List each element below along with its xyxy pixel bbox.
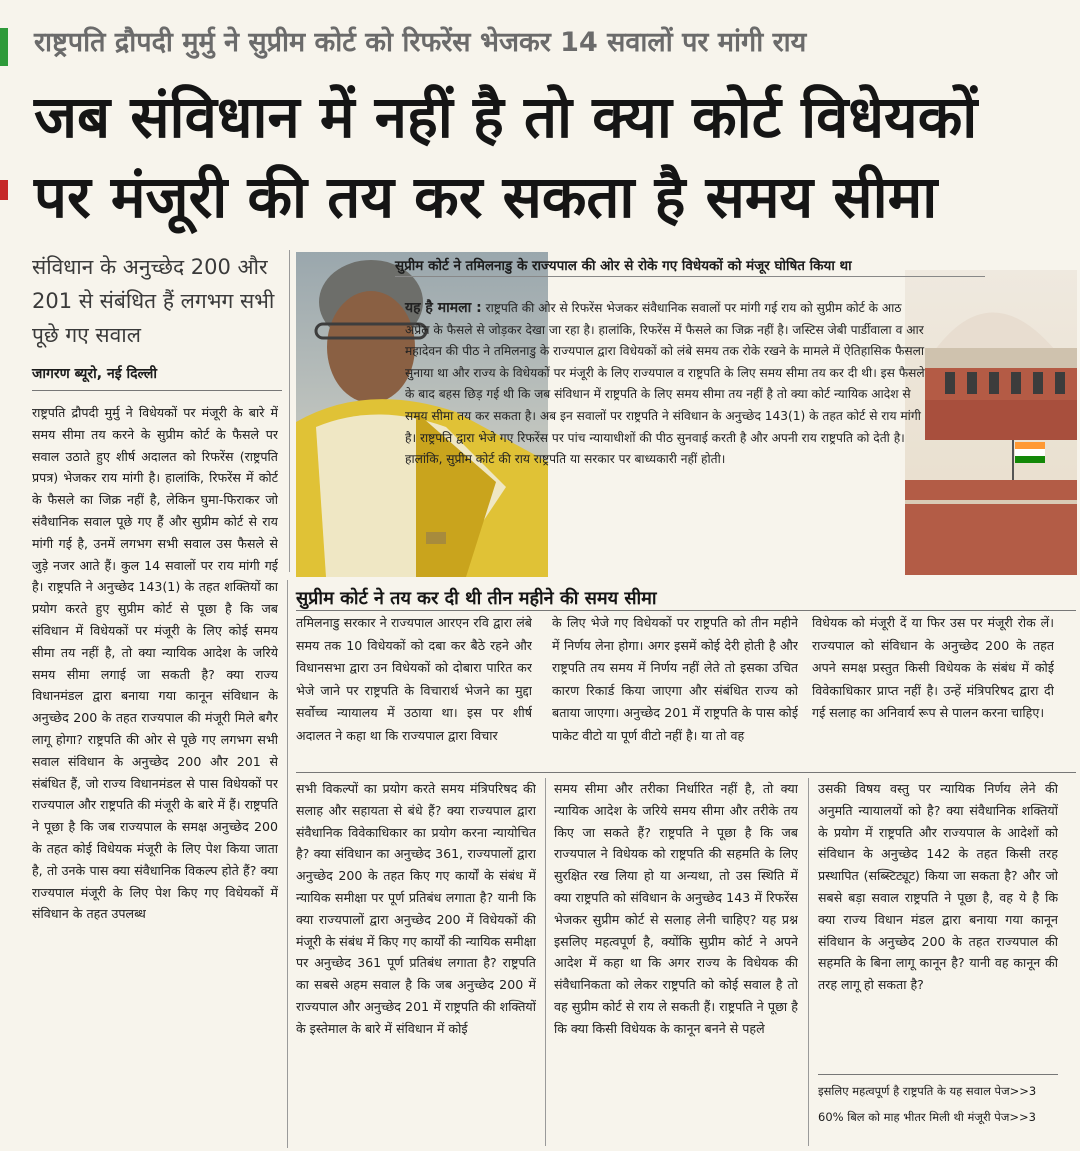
bottom-divider-1 [545, 778, 546, 1146]
left-edge-red-tab [0, 180, 8, 200]
case-background-lead: यह है मामला : [405, 300, 482, 316]
byline: जागरण ब्यूरो, नई दिल्ली [32, 366, 157, 382]
footer-line-2: 60% बिल को माह भीतर मिली थी मंजूरी पेज>>3 [818, 1110, 1036, 1124]
case-background-text: राष्ट्रपति की ओर से रिफरेंस भेजकर संवैधानिक सवालों पर मांगी गई राय को सुप्रीम कोर्ट के आठ अप्रैल के फैसले से जोड़कर देखा जा रहा है। हालांकि, रिफरेंस में फैसले का जिक्र नहीं है। जस्टिस जेबी पार्डीवाला व आर महादेवन की पीठ ने तमिलनाडु के राज्यपाल द्वारा विधेयकों को लंबे समय तक रोके रखने के मामले में ऐतिहासिक फैसला सुनाया था और राज्य के विधेयकों पर मंजूरी के लिए राज्यपाल व राष्ट्रपति के लिए समय सीमा तय कर दी थी। इस फैसले के बाद बहस छिड़ गई थी कि जब संविधान में राष्ट्रपति के लिए समय सीमा तय नहीं है तो क्या कोर्ट न्यायिक आदेश से समय सीमा तय कर सकता है। अब इन सवालों पर राष्ट्रपति ने संविधान के अनुच्छेद 143(1) के तहत कोर्ट से राय मांगी है। राष्ट्रपति द्वारा भेजे गए रिफरेंस पर पांच न्यायाधीशों की पीठ सुनवाई करती है और अपनी राय राष्ट्रपति को देती है। हालांकि, सुप्रीम कोर्ट की राय राष्ट्रपति या सरकार पर बाध्यकारी नहीं होती। [405, 301, 925, 467]
sub-column-3: विधेयक को मंजूरी दें या फिर उस पर मंजूरी रोक लें। राज्यपाल को संविधान के अनुच्छेद 200 के तहत अपने समक्ष प्रस्तुत किसी विधेयक के संबंध में कोई विवेकाधिकार प्राप्त नहीं है। उन्हें मंत्रिपरिषद द्वारा दी गई सलाह का अनिवार्य रूप से पालन करना चाहिए। [812, 615, 1054, 721]
bottom-divider-2 [808, 778, 809, 1146]
bottom-column-1: सभी विकल्पों का प्रयोग करते समय मंत्रिपरिषद की सलाह और सहायता से बंधे हैं? क्या राज्यपाल द्वारा संवैधानिक विवेकाधिकार का प्रयोग करना न्यायोचित है? क्या संविधान का अनुच्छेद 361, राज्यपालों द्वारा अनुच्छेद 200 के तहत किए गए कार्यों के संबंध में न्यायिक समीक्षा पर पूर्ण प्रतिबंध लगाता है? यानी कि क्या राज्यपालों द्वारा अनुच्छेद 200 में विधेयकों की मंजूरी के संबंध में किए गए कार्यों की न्यायिक समीक्षा पर अनुच्छेद 361 पूर्ण प्रतिबंध लगाता है? राष्ट्रपति का सबसे अहम सवाल है कि जब अनुच्छेद 200 में राज्यपाल और अनुच्छेद 201 में राष्ट्रपति की शक्तियों के इस्तेमाल के बारे में संविधान में कोई [296, 781, 536, 1036]
sub-column-2: के लिए भेजे गए विधेयकों पर राष्ट्रपति को तीन महीने में निर्णय लेना होगा। अगर इसमें कोई देरी होती है और राष्ट्रपति तय समय में निर्णय नहीं लेते तो इसका उचित कारण रिकार्ड किया जाएगा और संबंधित राज्य को बताया जाएगा। अनुच्छेद 201 में राष्ट्रपति के पास कोई पाकेट वीटो या पूर्ण वीटो नहीं है। या तो वह [552, 615, 798, 743]
sub-columns-bottom-rule [296, 772, 1076, 773]
footer-rule [818, 1074, 1058, 1075]
left-column-divider [287, 580, 288, 1148]
left-edge-green-tab [0, 28, 8, 66]
footer-line-1: इसलिए महत्वपूर्ण है राष्ट्रपति के यह सवाल पेज>>3 [818, 1084, 1037, 1098]
kicker: राष्ट्रपति द्रौपदी मुर्मु ने सुप्रीम कोर्ट को रिफरेंस भेजकर 14 सवालों पर मांगी राय [34, 27, 807, 58]
intro-summary: संविधान के अनुच्छेद 200 और 201 से संबंधित हैं लगभग सभी पूछे गए सवाल [32, 255, 275, 347]
headline-line-2: पर मंजूरी की तय कर सकता है समय सीमा [34, 163, 938, 231]
byline-rule [32, 390, 282, 391]
photo-caption: सुप्रीम कोर्ट ने तमिलनाडु के राज्यपाल की ओर से रोके गए विधेयकों को मंजूर घोषित किया था [395, 256, 985, 277]
subheading-rule [296, 610, 1076, 611]
intro-divider [289, 250, 290, 572]
headline-line-1: जब संविधान में नहीं है तो क्या कोर्ट विधेयकों [34, 83, 978, 151]
subheading: सुप्रीम कोर्ट ने तय कर दी थी तीन महीने की समय सीमा [296, 588, 657, 609]
left-column-text: राष्ट्रपति द्रौपदी मुर्मु ने विधेयकों पर मंजूरी के बारे में समय सीमा तय करने के सुप्रीम कोर्ट के फैसले पर सवाल उठाते हुए शीर्ष अदालत को रिफरेंस (राष्ट्रपति प्रपत्र) भेजकर राय मांगी है। हालांकि, रिफरेंस में कोर्ट के फैसले का जिक्र नहीं है, लेकिन घुमा-फिराकर जो संवैधानिक सवाल पूछे गए हैं और सुप्रीम कोर्ट से राय मांगी गई है, उनमें लगभग सभी सवाल उस फैसले से जुड़े नजर आते हैं। कुल 14 सवालों पर राय मांगी गई है। राष्ट्रपति ने अनुच्छेद 143(1) के तहत शक्तियों का प्रयोग करते हुए सुप्रीम कोर्ट से पूछा है कि जब संविधान में विधेयकों पर मंजूरी के लिए कोई समय सीमा तय नहीं है, तो क्या न्यायिक आदेश के जरिये समय सीमा लगाई जा सकती है? क्या राज्य विधानमंडल द्वारा बनाया गया कानून संविधान के अनुच्छेद 200 के तहत राज्यपाल की मंजूरी मिले बगैर लागू होगा? राष्ट्रपति की ओर से पूछे गए लगभग सभी सवाल संविधान के अनुच्छेद 200 और 201 से संबंधित हैं, जो राज्य विधानमंडल से पास विधेयकों पर राज्यपाल और राष्ट्रपति की मंजूरी के बारे में हैं। राष्ट्रपति ने पूछा है कि जब राज्यपाल के समक्ष अनुच्छेद 200 के तहत कोई विधेयक मंजूरी के लिए पेश किया जाता है, तो उनके पास क्या संवैधानिक विकल्प होते हैं? क्या राज्यपाल मंजूरी के लिए पेश किए गए विधेयकों में संविधान के तहत उपलब्ध [32, 405, 278, 922]
case-background-box [405, 298, 925, 471]
bottom-column-2: समय सीमा और तरीका निर्धारित नहीं है, तो क्या न्यायिक आदेश के जरिये समय सीमा और तरीके तय किए जा सकते हैं? राष्ट्रपति ने पूछा है कि जब राज्यपाल ने विधेयक को राष्ट्रपति की सहमति के लिए सुरक्षित रख लिया हो या अन्यथा, तो उस स्थिति में क्या राष्ट्रपति को संविधान के अनुच्छेद 143 में रिफरेंस भेजकर सुप्रीम कोर्ट से सलाह लेनी चाहिए? यह प्रश्न इसलिए महत्वपूर्ण है, क्योंकि सुप्रीम कोर्ट ने अपने आदेश में कहा था कि अगर राज्य के विधेयक की संवैधानिकता को लेकर राष्ट्रपति को कोई सवाल है तो वह सुप्रीम कोर्ट से राय ले सकती हैं। राष्ट्रपति ने पूछा है कि क्या किसी विधेयक के कानून बनने से पहले [554, 781, 798, 1036]
supreme-court-photo [905, 270, 1077, 575]
bottom-column-3: उसकी विषय वस्तु पर न्यायिक निर्णय लेने की अनुमति न्यायालयों को है? क्या संवैधानिक शक्तियों के प्रयोग में राष्ट्रपति और राज्यपाल के आदेशों को संविधान के अनुच्छेद 142 के तहत किसी तरह प्रस्थापित (सब्स्टिट्यूट) किया जा सकता है? और जो सबसे बड़ा सवाल राष्ट्रपति ने पूछा है, वह ये है कि क्या राज्य विधान मंडल द्वारा बनाया गया कानून संविधान के अनुच्छेद 200 के तहत राज्यपाल की सहमति के बिना लागू कानून है? यानी वह कानून की तरह लागू हो सकता है? [818, 781, 1058, 993]
sub-column-1: तमिलनाडु सरकार ने राज्यपाल आरएन रवि द्वारा लंबे समय तक 10 विधेयकों को दबा कर बैठे रहने और विधानसभा द्वारा उन विधेयकों को दोबारा पारित कर भेजे जाने पर राष्ट्रपति के विचारार्थ भेजने का मुद्दा सर्वोच्च न्यायालय में उठाया था। इस पर शीर्ष अदालत ने कहा था कि राज्यपाल द्वारा विचार [296, 615, 532, 743]
supreme-court-illustration [905, 270, 1077, 575]
